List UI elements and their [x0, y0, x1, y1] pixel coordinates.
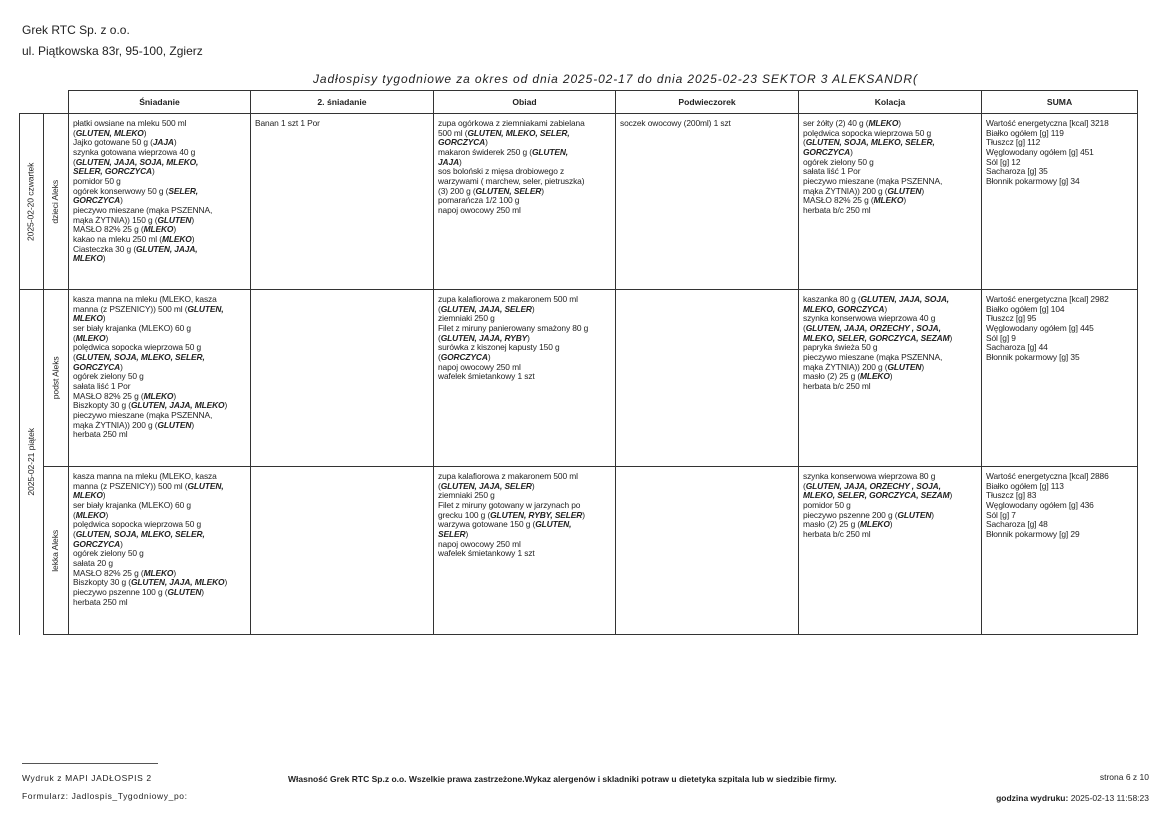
- footer-print-time-value: 2025-02-13 11:58:23: [1070, 793, 1149, 803]
- cell-line: surówka z kiszonej kapusty 150 g: [438, 342, 560, 353]
- cell-line: herbata b/c 250 ml: [803, 204, 871, 215]
- cell-line: napoj owocowy 250 ml: [438, 361, 521, 372]
- allergen-text: MLEKO: [73, 313, 103, 324]
- footer-form-name: Formularz: Jadlospis_Tygodniowy_po:: [22, 791, 188, 801]
- cell-line: Filet z miruny panierowany smażony 80 g: [438, 322, 589, 333]
- column-header-second-breakfast: 2. śniadanie: [251, 91, 434, 114]
- allergen-text: GLUTEN,: [187, 480, 224, 491]
- allergen-text: MLEKO: [143, 224, 174, 235]
- cell-line: kasza manna na mleku (MLEKO, kasza: [73, 471, 217, 481]
- cell-line: pieczywo mieszane (mąka PSZENNA,: [73, 204, 213, 215]
- footer-divider: [22, 763, 158, 764]
- cell-line: GORCZYCA): [438, 137, 488, 148]
- cell-line: MLEKO): [73, 490, 106, 501]
- cell-line: kasza manna na mleku (MLEKO, kasza: [73, 294, 217, 304]
- cell-line: pomidor 50 g: [803, 499, 851, 510]
- cell-line: Biszkopty 30 g (GLUTEN, JAJA, MLEKO): [73, 400, 228, 411]
- cell-line: Węglowodany ogółem [g] 445: [986, 322, 1094, 333]
- cell-line: (GLUTEN, JAJA, SELER): [438, 480, 535, 491]
- cell-line: Węglowodany ogółem [g] 451: [986, 146, 1094, 157]
- cell-line: Błonnik pokarmowy [g] 34: [986, 175, 1080, 186]
- cell-line: Sacharoza [g] 48: [986, 519, 1048, 530]
- meal-cell-second-breakfast: [251, 290, 434, 467]
- cell-line: zupa kalafiorowa z makaronem 500 ml: [438, 471, 578, 481]
- cell-line: Sól [g] 7: [986, 509, 1016, 520]
- cell-line: makaron świderek 250 g (GLUTEN,: [438, 146, 569, 157]
- allergen-text: GLUTEN: [157, 419, 192, 430]
- allergen-text: GLUTEN: [897, 509, 932, 520]
- allergen-text: GLUTEN, JAJA, RYBY: [440, 332, 528, 343]
- cell-line: pieczywo pszenne 100 g (GLUTEN): [73, 586, 204, 597]
- cell-line: Sól [g] 12: [986, 156, 1021, 167]
- allergen-text: MLEKO: [873, 195, 904, 206]
- cell-line: ogórek zielony 50 g: [73, 548, 144, 559]
- meal-cell-supper: [799, 290, 982, 467]
- cell-line: Tłuszcz [g] 83: [986, 490, 1037, 501]
- cell-line: Filet z miruny gotowany w jarzynach po: [438, 499, 581, 510]
- row-diet: dzieci Aleks: [50, 179, 61, 224]
- allergen-text: GORCZYCA: [73, 195, 121, 206]
- allergen-text: GLUTEN,: [531, 146, 569, 157]
- cell-line: zupa ogórkowa z ziemniakami zabielana: [438, 118, 585, 128]
- cell-line: manna (z PSZENICY)) 500 ml (GLUTEN,: [73, 303, 224, 314]
- allergen-text: GLUTEN, MLEKO: [75, 127, 144, 138]
- allergen-text: GLUTEN, JAJA, MLEKO: [130, 577, 225, 588]
- allergen-text: SELER,: [168, 185, 199, 196]
- cell-line: szynka gotowana wieprzowa 40 g: [73, 146, 196, 157]
- allergen-text: MLEKO: [868, 118, 899, 128]
- cell-line: napoj owocowy 250 ml: [438, 204, 521, 215]
- cell-line: SELER): [438, 528, 469, 539]
- cell-line: (GLUTEN, SOJA, MLEKO, SELER,: [73, 528, 205, 539]
- allergen-text: GLUTEN: [167, 586, 202, 597]
- cell-line: MASŁO 82% 25 g (MLEKO): [73, 390, 177, 401]
- allergen-text: GORCZYCA: [73, 361, 121, 372]
- header-row: [20, 91, 1138, 114]
- column-header-breakfast: Śniadanie: [69, 91, 251, 114]
- allergen-text: JAJA: [438, 156, 460, 167]
- cell-line: pieczywo pszenne 200 g (GLUTEN): [803, 509, 934, 520]
- cell-line: Białko ogółem [g] 119: [986, 127, 1064, 138]
- allergen-text: JAJA: [152, 137, 174, 148]
- cell-line: napoj owocowy 250 ml: [438, 538, 521, 549]
- allergen-text: GLUTEN, SOJA, MLEKO, SELER,: [75, 351, 205, 362]
- cell-line: Sacharoza [g] 35: [986, 166, 1048, 177]
- cell-line: pieczywo mieszane (mąka PSZENNA,: [803, 351, 943, 362]
- meal-cell-breakfast: [69, 467, 251, 635]
- cell-line: szynka konserwowa wieprzowa 80 g: [803, 471, 936, 481]
- allergen-text: GLUTEN, SOJA, MLEKO, SELER,: [805, 137, 935, 148]
- header-spacer: [44, 91, 69, 114]
- allergen-text: GLUTEN, JAJA, SELER: [440, 303, 532, 314]
- cell-line: mąka ŻYTNIA)) 200 g (GLUTEN): [803, 185, 925, 196]
- meal-cell-second-breakfast: [251, 467, 434, 635]
- cell-line: JAJA): [438, 156, 462, 167]
- cell-line: Jajko gotowane 50 g (JAJA): [73, 137, 177, 148]
- cell-line: Sól [g] 9: [986, 332, 1016, 343]
- cell-line: pieczywo mieszane (mąka PSZENNA,: [803, 175, 943, 186]
- meal-cell-afternoon-snack: [616, 467, 799, 635]
- footer-page-number: strona 6 z 10: [1099, 772, 1149, 782]
- meal-cell-breakfast: [69, 290, 251, 467]
- allergen-text: GLUTEN, RYBY, SELER: [490, 509, 583, 520]
- cell-line: warzywami ( marchew, seler, pietruszka): [438, 175, 585, 186]
- cell-line: Wartość energetyczna [kcal] 2982: [986, 294, 1109, 304]
- cell-line: warzywa gotowane 150 g (GLUTEN,: [438, 519, 572, 530]
- cell-line: (GLUTEN, JAJA, SELER): [438, 303, 535, 314]
- column-header-sum: SUMA: [982, 91, 1138, 114]
- meal-cell-supper: [799, 114, 982, 290]
- cell-line: Tłuszcz [g] 95: [986, 313, 1037, 324]
- row-diet: lekka Aleks: [50, 529, 61, 572]
- cell-line: (MLEKO): [73, 332, 109, 343]
- meal-cell-afternoon-snack: [616, 114, 799, 290]
- allergen-text: GLUTEN, JAJA, SELER: [440, 480, 532, 491]
- cell-line: ogórek konserwowy 50 g (SELER,: [73, 185, 199, 196]
- cell-line: Banan 1 szt 1 Por: [255, 118, 320, 128]
- allergen-text: GLUTEN: [887, 361, 922, 372]
- allergen-text: GLUTEN, SELER: [475, 185, 542, 196]
- cell-line: Białko ogółem [g] 104: [986, 303, 1065, 314]
- allergen-text: MLEKO: [860, 519, 890, 530]
- allergen-text: GLUTEN: [887, 185, 922, 196]
- cell-line: manna (z PSZENICY)) 500 ml (GLUTEN,: [73, 480, 224, 491]
- allergen-text: GLUTEN, SOJA, MLEKO, SELER,: [75, 528, 205, 539]
- cell-line: polędwica sopocka wieprzowa 50 g: [73, 519, 202, 530]
- cell-line: (GORCZYCA): [438, 351, 491, 362]
- allergen-text: MLEKO, GORCZYCA: [803, 303, 885, 314]
- cell-line: (GLUTEN, JAJA, ORZECHY , SOJA,: [803, 480, 941, 491]
- cell-line: Sacharoza [g] 44: [986, 342, 1048, 353]
- meal-cell-supper: [799, 467, 982, 635]
- allergen-text: GLUTEN, JAJA, ORZECHY , SOJA,: [805, 322, 941, 333]
- cell-line: GORCZYCA): [803, 146, 853, 157]
- cell-line: Wartość energetyczna [kcal] 2886: [986, 471, 1109, 481]
- cell-line: masło (2) 25 g (MLEKO): [803, 371, 893, 382]
- cell-line: kakao na mleku 250 ml (MLEKO): [73, 233, 195, 244]
- cell-line: ser biały krajanka (MLEKO) 60 g: [73, 322, 191, 333]
- meal-cell-lunch: [434, 290, 616, 467]
- cell-line: Tłuszcz [g] 112: [986, 137, 1041, 148]
- meal-cell-lunch: [434, 114, 616, 290]
- meal-cell-afternoon-snack: [616, 290, 799, 467]
- allergen-text: GLUTEN, JAJA, ORZECHY , SOJA,: [805, 480, 941, 491]
- allergen-text: MLEKO: [75, 332, 106, 343]
- menu-row: [20, 114, 1138, 290]
- cell-line: SELER, GORCZYCA): [73, 166, 155, 177]
- allergen-text: GLUTEN,: [187, 303, 224, 314]
- cell-line: (GLUTEN, JAJA, SOJA, MLEKO,: [73, 156, 199, 167]
- allergen-text: GORCZYCA: [438, 137, 486, 148]
- cell-line: kaszanka 80 g (GLUTEN, JAJA, SOJA,: [803, 294, 950, 304]
- cell-line: Wartość energetyczna [kcal] 3218: [986, 118, 1109, 128]
- cell-line: MLEKO, SELER, GORCZYCA, SEZAM): [803, 332, 953, 343]
- cell-line: herbata 250 ml: [73, 429, 128, 440]
- cell-line: masło (2) 25 g (MLEKO): [803, 519, 893, 530]
- cell-line: (3) 200 g (GLUTEN, SELER): [438, 185, 544, 196]
- allergen-text: GORCZYCA: [73, 538, 121, 549]
- allergen-text: GORCZYCA: [803, 146, 851, 157]
- allergen-text: GLUTEN, JAJA,: [136, 243, 198, 254]
- cell-line: Ciasteczka 30 g (GLUTEN, JAJA,: [73, 243, 198, 254]
- cell-line: polędwica sopocka wieprzowa 50 g: [803, 127, 932, 138]
- column-header-lunch: Obiad: [434, 91, 616, 114]
- cell-line: ser biały krajanka (MLEKO) 60 g: [73, 499, 191, 510]
- allergen-text: GLUTEN, JAJA, SOJA,: [860, 294, 950, 304]
- menu-row: [20, 290, 1138, 467]
- footer-print-time-label: godzina wydruku:: [996, 793, 1069, 803]
- allergen-text: SELER: [438, 528, 466, 539]
- cell-line: herbata b/c 250 ml: [803, 528, 871, 539]
- cell-line: (GLUTEN, MLEKO): [73, 127, 147, 138]
- meal-cell-second-breakfast: [251, 114, 434, 290]
- cell-line: sos boloński z mięsa drobiowego z: [438, 166, 565, 177]
- company-address: ul. Piątkowska 83r, 95-100, Zgierz: [22, 44, 203, 58]
- cell-line: mąka ŻYTNIA)) 150 g (GLUTEN): [73, 214, 195, 225]
- cell-line: papryka świeża 50 g: [803, 342, 878, 353]
- cell-line: MLEKO): [73, 253, 106, 264]
- cell-line: grecku 100 g (GLUTEN, RYBY, SELER): [438, 509, 585, 520]
- cell-line: herbata 250 ml: [73, 596, 128, 607]
- row-diet-cell: [44, 290, 69, 467]
- cell-line: MLEKO, GORCZYCA): [803, 303, 888, 314]
- cell-line: pomidor 50 g: [73, 175, 121, 186]
- row-date-cell: [20, 114, 44, 290]
- cell-line: soczek owocowy (200ml) 1 szt: [620, 118, 731, 128]
- cell-line: 500 ml (GLUTEN, MLEKO, SELER,: [438, 127, 570, 138]
- allergen-text: GLUTEN,: [535, 519, 572, 530]
- allergen-text: SELER, GORCZYCA: [73, 166, 152, 177]
- column-header-supper: Kolacja: [799, 91, 982, 114]
- cell-line: pomarańcza 1/2 100 g: [438, 195, 520, 206]
- cell-line: (MLEKO): [73, 509, 109, 520]
- allergen-text: MLEKO: [161, 233, 192, 244]
- cell-line: Błonnik pokarmowy [g] 29: [986, 528, 1080, 539]
- allergen-text: GLUTEN, JAJA, SOJA, MLEKO,: [75, 156, 199, 167]
- cell-line: ziemniaki 250 g: [438, 313, 495, 324]
- nutrition-sum-cell: [982, 114, 1138, 290]
- page-title: Jadłospisy tygodniowe za okres od dnia 2025-02-17 do dnia 2025-02-23 SEKTOR 3 ALEKSANDR(: [313, 72, 918, 86]
- cell-line: herbata b/c 250 ml: [803, 380, 871, 391]
- cell-line: MLEKO, SELER, GORCZYCA, SEZAM): [803, 490, 953, 501]
- footer-print-time: [996, 793, 1149, 803]
- column-header-afternoon-snack: Podwieczorek: [616, 91, 799, 114]
- cell-line: Błonnik pokarmowy [g] 35: [986, 351, 1080, 362]
- allergen-text: GLUTEN, MLEKO, SELER,: [467, 127, 570, 138]
- cell-line: ziemniaki 250 g: [438, 490, 495, 501]
- header-spacer: [20, 91, 44, 114]
- allergen-text: MLEKO, SELER, GORCZYCA, SEZAM: [803, 490, 950, 501]
- row-diet: podst Aleks: [50, 356, 61, 400]
- cell-line: (GLUTEN, SOJA, MLEKO, SELER,: [803, 137, 935, 148]
- allergen-text: MLEKO: [75, 509, 106, 520]
- weekly-menu-table: [19, 90, 1138, 635]
- nutrition-sum-cell: [982, 290, 1138, 467]
- nutrition-sum-cell: [982, 467, 1138, 635]
- company-name: Grek RTC Sp. z o.o.: [22, 23, 130, 37]
- allergen-text: MLEKO: [143, 390, 174, 401]
- footer-ownership-notice: Własność Grek RTC Sp.z o.o. Wszelkie prawa zastrzeżone.Wykaz alergenów i skladniki potraw u dietetyka szpitala lub w siedzibie firmy.: [288, 774, 837, 784]
- cell-line: wafelek śmietankowy 1 szt: [438, 371, 535, 382]
- allergen-text: GLUTEN, JAJA, MLEKO: [130, 400, 225, 411]
- allergen-text: GORCZYCA: [440, 351, 488, 362]
- allergen-text: MLEKO: [860, 371, 890, 382]
- cell-line: pieczywo mieszane (mąka PSZENNA,: [73, 409, 213, 420]
- cell-line: GORCZYCA): [73, 538, 123, 549]
- cell-line: Biszkopty 30 g (GLUTEN, JAJA, MLEKO): [73, 577, 228, 588]
- allergen-text: MLEKO, SELER, GORCZYCA, SEZAM: [803, 332, 950, 343]
- row-date: 2025-02-21 piątek: [25, 428, 36, 497]
- menu-row: [20, 467, 1138, 635]
- footer-printed-from: Wydruk z MAPI JADŁOSPIS 2: [22, 773, 152, 783]
- cell-line: mąka ŻYTNIA)) 200 g (GLUTEN): [73, 419, 195, 430]
- cell-line: (GLUTEN, JAJA, RYBY): [438, 332, 530, 343]
- allergen-text: MLEKO: [143, 567, 174, 578]
- cell-line: MLEKO): [73, 313, 106, 324]
- cell-line: (GLUTEN, JAJA, ORZECHY , SOJA,: [803, 322, 941, 333]
- meal-cell-lunch: [434, 467, 616, 635]
- row-date: 2025-02-20 czwartek: [25, 162, 36, 241]
- cell-line: mąka ŻYTNIA)) 200 g (GLUTEN): [803, 361, 925, 372]
- cell-line: sałata liść 1 Por: [803, 166, 861, 177]
- cell-line: ogórek zielony 50 g: [73, 371, 144, 382]
- meal-cell-breakfast: [69, 114, 251, 290]
- allergen-text: MLEKO: [73, 253, 103, 264]
- cell-line: (GLUTEN, SOJA, MLEKO, SELER,: [73, 351, 205, 362]
- cell-line: polędwica sopocka wieprzowa 50 g: [73, 342, 202, 353]
- row-diet-cell: [44, 467, 69, 635]
- cell-line: Węglowodany ogółem [g] 436: [986, 499, 1094, 510]
- cell-line: MASŁO 82% 25 g (MLEKO): [73, 567, 177, 578]
- cell-line: zupa kalafiorowa z makaronem 500 ml: [438, 294, 578, 304]
- allergen-text: MLEKO: [73, 490, 103, 501]
- row-date-cell: [20, 290, 44, 635]
- cell-line: sałata 20 g: [73, 557, 113, 568]
- cell-line: MASŁO 82% 25 g (MLEKO): [73, 224, 177, 235]
- cell-line: MASŁO 82% 25 g (MLEKO): [803, 195, 907, 206]
- cell-line: Białko ogółem [g] 113: [986, 480, 1064, 491]
- cell-line: ser żółty (2) 40 g (MLEKO): [803, 118, 901, 128]
- cell-line: wafelek śmietankowy 1 szt: [438, 548, 535, 559]
- row-diet-cell: [44, 114, 69, 290]
- cell-line: sałata liść 1 Por: [73, 380, 131, 391]
- cell-line: ogórek zielony 50 g: [803, 156, 874, 167]
- cell-line: GORCZYCA): [73, 195, 123, 206]
- cell-line: szynka konserwowa wieprzowa 40 g: [803, 313, 936, 324]
- allergen-text: GLUTEN: [157, 214, 192, 225]
- cell-line: płatki owsiane na mleku 500 ml: [73, 118, 187, 128]
- cell-line: GORCZYCA): [73, 361, 123, 372]
